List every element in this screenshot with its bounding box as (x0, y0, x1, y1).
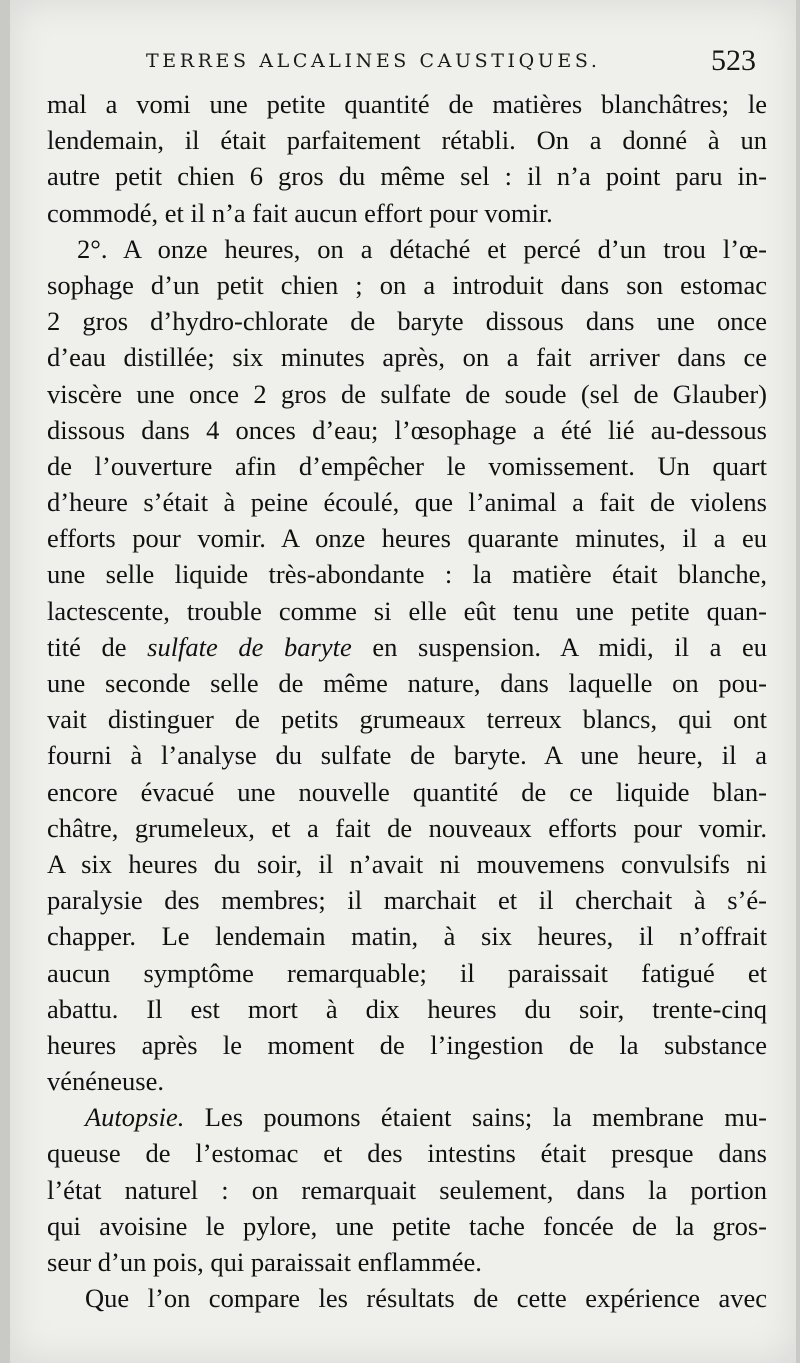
text-line (47, 1208, 767, 1244)
text-line (47, 1063, 767, 1099)
text-segment: Les poumons étaient sains; la membrane mu- (184, 1102, 767, 1133)
running-head: TERRES ALCALINES CAUSTIQUES. (146, 50, 601, 72)
text-segment: queuse de l’estomac et des intestins était presque dans (47, 1138, 767, 1169)
italic-text: Autopsie. (85, 1102, 185, 1133)
text-line (47, 955, 767, 991)
book-page (10, 0, 796, 1363)
text-line (47, 593, 767, 629)
text-line (47, 701, 767, 737)
page-header (10, 44, 796, 84)
italic-text: sulfate de baryte (147, 631, 352, 662)
text-segment: autre petit chien 6 gros du même sel : il n’a point paru in- (47, 161, 767, 192)
text-segment: sophage d’un petit chien ; on a introduit dans son estomac (47, 269, 767, 300)
text-segment: 2 gros d’hydro-chlorate de baryte dissous dans une once (47, 306, 767, 337)
text-segment: aucun symptôme remarquable; il paraissait fatigué et (47, 957, 767, 988)
text-segment: lactescente, trouble comme si elle eût tenu une petite quan- (47, 595, 767, 626)
text-line (47, 1172, 767, 1208)
text-line (47, 556, 767, 592)
text-line (47, 122, 767, 158)
text-segment: d’eau distillée; six minutes après, on a fait arriver dans ce (47, 342, 767, 373)
text-segment: seur d’un pois, qui paraissait enflammée. (47, 1247, 482, 1277)
text-line (47, 1099, 767, 1135)
text-segment: efforts pour vomir. A onze heures quarante minutes, il a eu (47, 523, 767, 554)
text-segment: abattu. Il est mort à dix heures du soir, trente-cinq (47, 993, 767, 1024)
text-segment: vait distinguer de petits grumeaux terreux blancs, qui ont (47, 704, 767, 735)
text-segment: encore évacué une nouvelle quantité de ce liquide blan- (47, 776, 767, 807)
text-segment: une selle liquide très-abondante : la matière était blanche, (47, 559, 767, 590)
text-line (47, 195, 767, 231)
text-segment: mal a vomi une petite quantité de matières blanchâtres; le (47, 89, 767, 119)
text-segment: une seconde selle de même nature, dans laquelle on pou- (47, 668, 767, 698)
text-line (47, 412, 767, 448)
text-segment: de l’ouverture afin d’empêcher le vomissement. Un quart (47, 450, 767, 481)
text-segment: vénéneuse. (47, 1066, 164, 1097)
text-segment: lendemain, il était parfaitement rétabli. On a donné à un (47, 125, 767, 156)
text-line (47, 991, 767, 1027)
text-line (47, 158, 767, 194)
text-line (47, 1135, 767, 1171)
text-line (47, 1280, 767, 1316)
text-line (47, 231, 767, 267)
text-line (47, 774, 767, 810)
text-line (47, 1244, 767, 1280)
text-segment: en suspension. A midi, il a eu (351, 631, 767, 662)
text-segment: châtre, grumeleux, et a fait de nouveaux efforts pour vomir. (47, 812, 767, 843)
text-segment: A six heures du soir, il n’avait ni mouvemens convulsifs ni (47, 848, 767, 879)
text-segment: fourni à l’analyse du sulfate de baryte. A une heure, il a (47, 740, 767, 771)
text-line (47, 376, 767, 412)
text-line (47, 1027, 767, 1063)
text-segment: Que l’on compare les résultats de cette expérience avec (85, 1283, 767, 1314)
text-segment: qui avoisine le pylore, une petite tache foncée de la gros- (47, 1210, 767, 1241)
page-number: 523 (711, 44, 756, 77)
text-line (47, 629, 767, 665)
text-segment: heures après le moment de l’ingestion de la substance (47, 1029, 767, 1060)
text-line (47, 737, 767, 773)
text-line (47, 484, 767, 520)
text-segment: d’heure s’était à peine écoulé, que l’animal a fait de violens (47, 487, 767, 518)
text-segment: l’état naturel : on remarquait seulement, dans la portion (47, 1174, 767, 1205)
text-line (47, 665, 767, 701)
text-line (47, 918, 767, 954)
text-segment: viscère une once 2 gros de sulfate de soude (sel de Glauber) (47, 378, 767, 409)
text-segment: paralysie des membres; il marchait et il cherchait à s’é- (47, 885, 767, 916)
text-line (47, 267, 767, 303)
text-line (47, 520, 767, 556)
text-line (47, 882, 767, 918)
text-segment: commodé, et il n’a fait aucun effort pour vomir. (47, 197, 553, 228)
body-text (47, 86, 767, 1316)
text-segment: dissous dans 4 onces d’eau; l’œsophage a été lié au-dessous (47, 414, 767, 445)
text-line (47, 846, 767, 882)
text-line (47, 810, 767, 846)
text-segment: 2°. A onze heures, on a détaché et percé d’un trou l’œ- (77, 233, 767, 264)
text-line (47, 339, 767, 375)
text-segment: chapper. Le lendemain matin, à six heures, il n’offrait (47, 921, 767, 952)
text-line (47, 303, 767, 339)
text-line (47, 448, 767, 484)
text-line (47, 86, 767, 122)
text-segment: tité de (47, 631, 148, 662)
